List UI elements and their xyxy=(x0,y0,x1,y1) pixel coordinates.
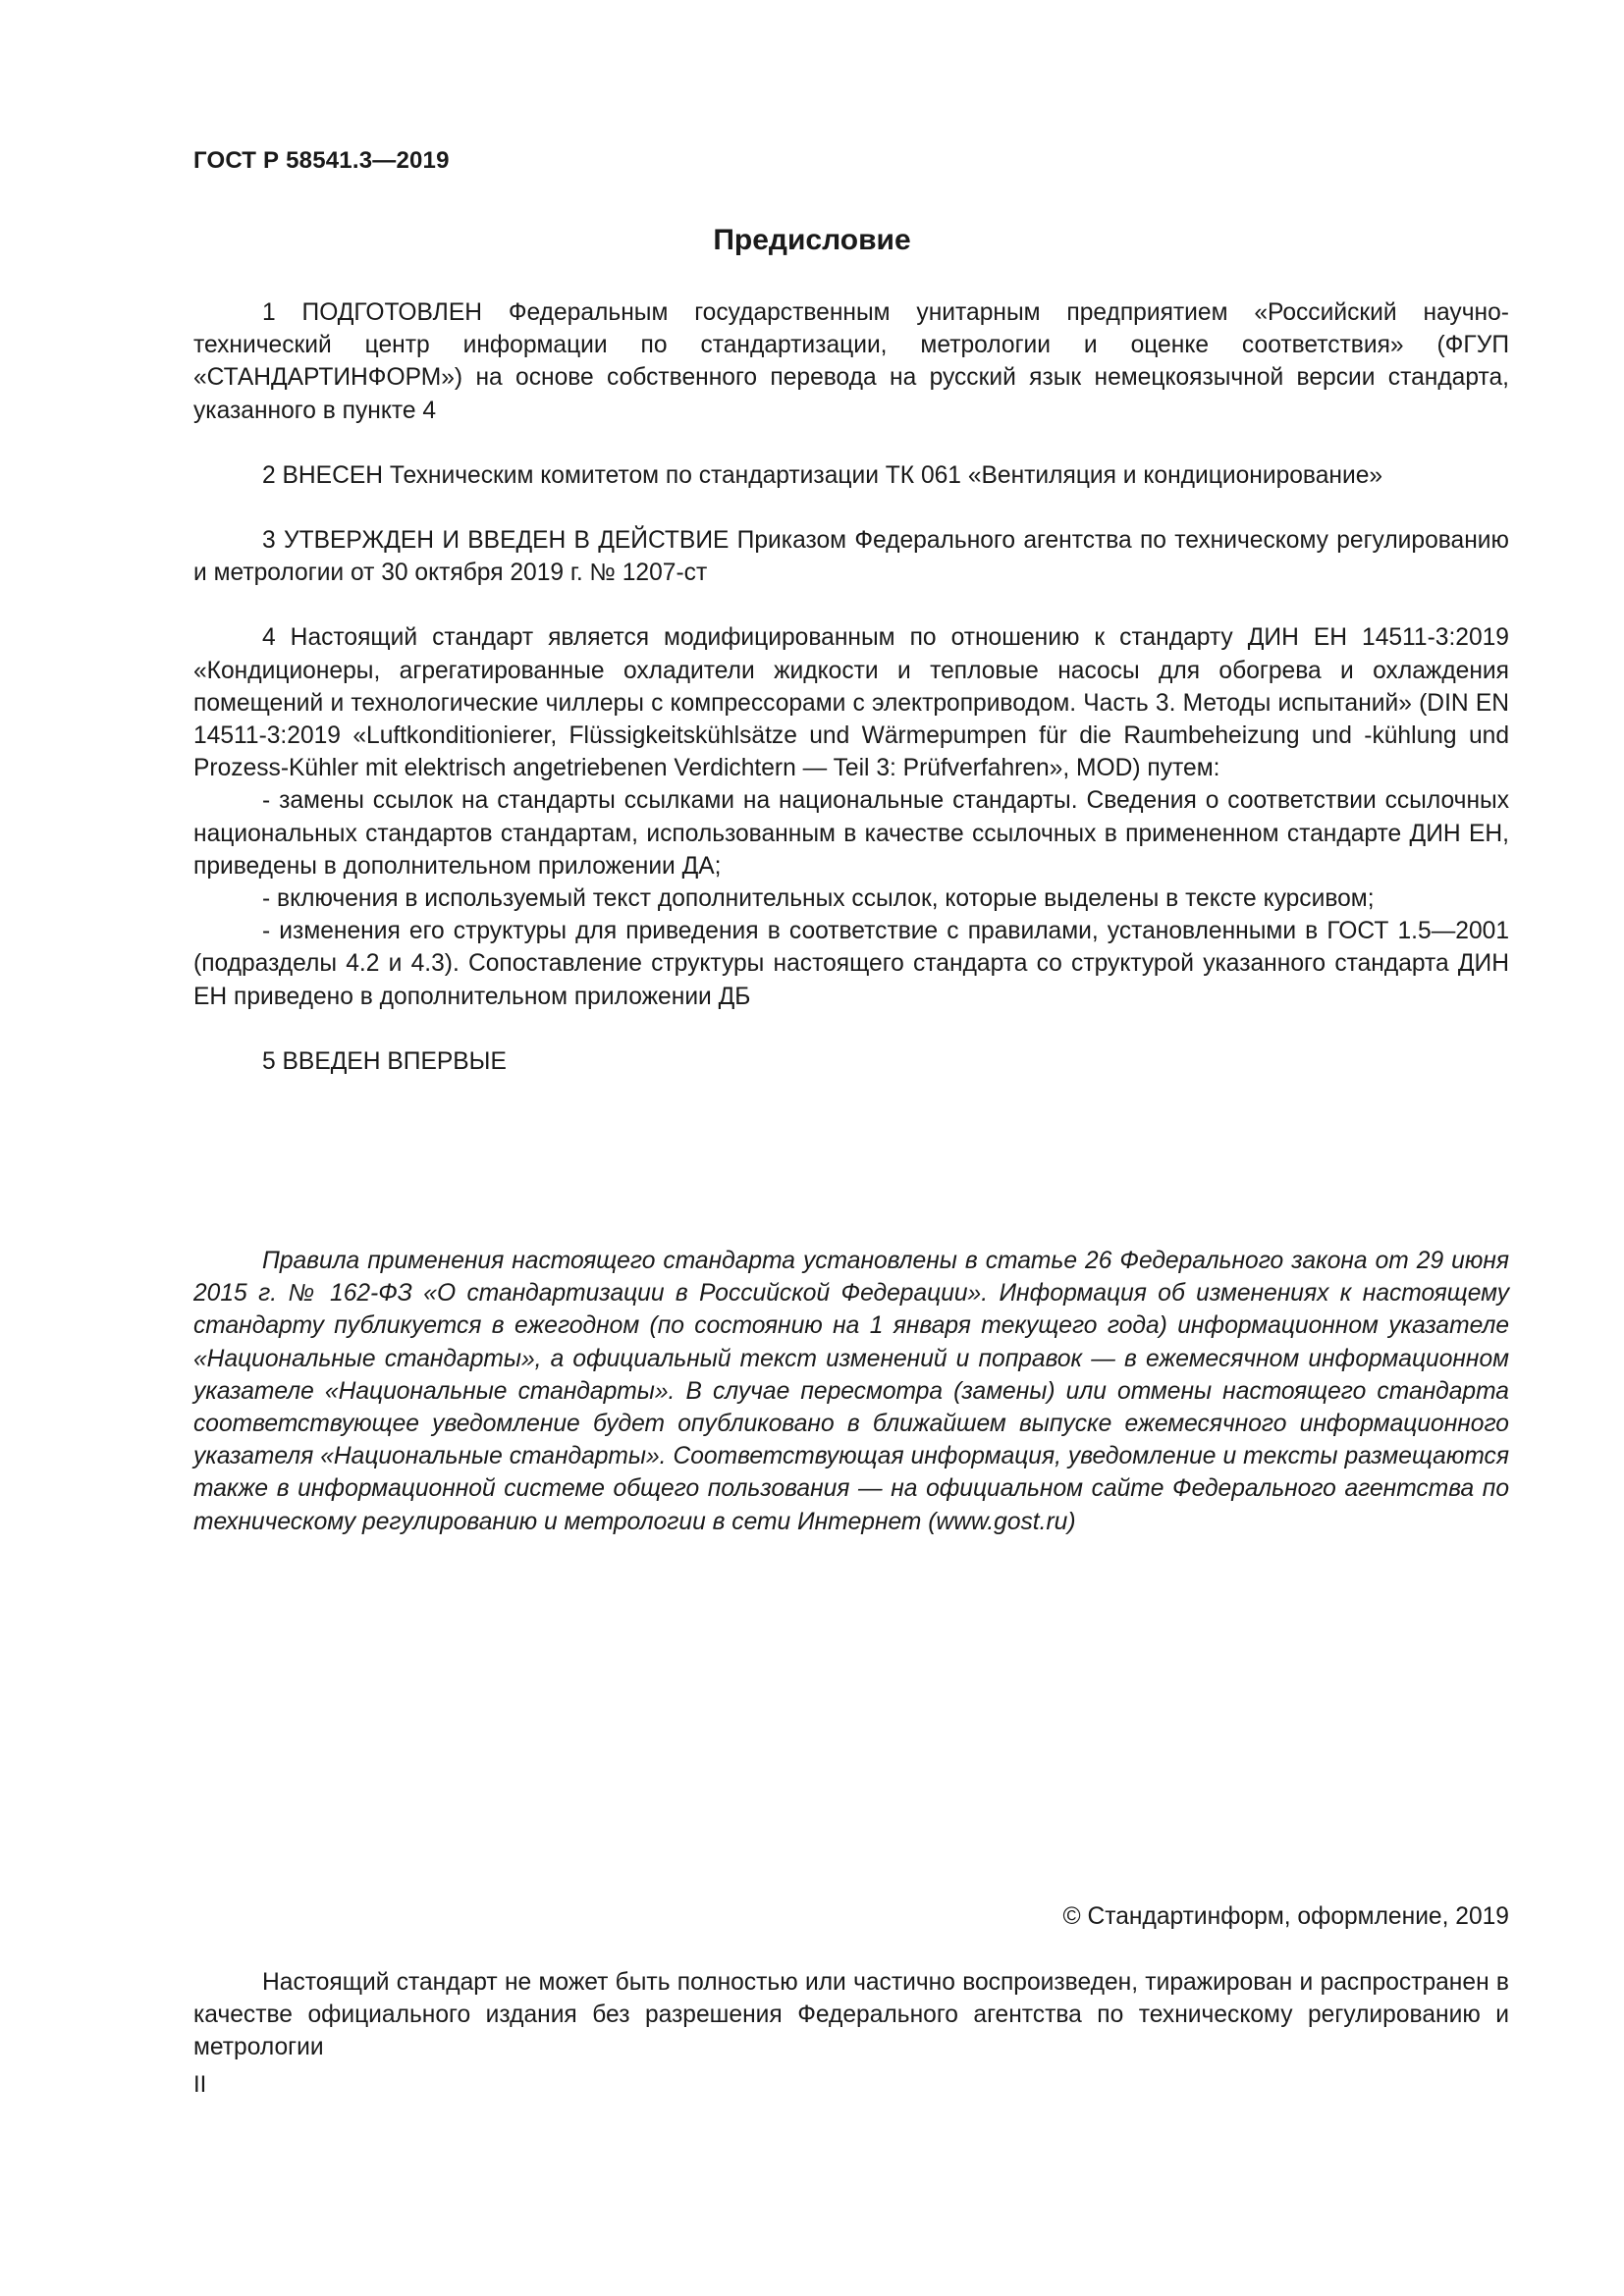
document-code: ГОСТ Р 58541.3—2019 xyxy=(193,147,450,174)
paragraph-5: 5 ВВЕДЕН ВПЕРВЫЕ xyxy=(262,1047,507,1075)
paragraph-1: 1 ПОДГОТОВЛЕН Федеральным государственным унитарным предприятием «Российский научно-технический центр информации по стандартизации, метрологии и оценке соответствия» (ФГУП «СТАНДАРТИНФОРМ») на основе собственного перевода на русский язык немецкоязычной версии стандарта, указанного в пункте 4 xyxy=(193,299,1509,424)
paragraph-4: 4 Настоящий стандарт является модифицированным по отношению к стандарту ДИН ЕН 14511-3:2019 «Кондиционеры, агрегатированные охладители жидкости и тепловые насосы для обогрева и охлаждения помещений и технологические чиллеры с компрессорами с электроприводом. Часть 3. Методы испытаний» (DIN EN 14511-3:2019 «Luftkonditionierer, Flüssigkeitskühlsätze und Wärmepumpen für die Raumbeheizung und -kühlung und Prozess-Kühler mit elektrisch angetriebenen Verdichtern — Teil 3: Prüfverfahren», MOD) путем: xyxy=(193,624,1509,782)
foreword-body xyxy=(193,296,1509,1078)
copyright-line: © Стандартинформ, оформление, 2019 xyxy=(1062,1903,1509,1930)
reproduction-notice: Настоящий стандарт не может быть полностью или частично воспроизведен, тиражирован и распространен в качестве официального издания без разрешения Федерального агентства по техническому регулированию и метрологии xyxy=(193,1969,1509,2061)
paragraph-2: 2 ВНЕСЕН Техническим комитетом по стандартизации ТК 061 «Вентиляция и кондиционирование» xyxy=(262,461,1383,489)
application-rules-notice: Правила применения настоящего стандарта установлены в статье 26 Федерального закона от 29 июня 2015 г. № 162-ФЗ «О стандартизации в Российской Федерации». Информация об изменениях к настоящему стандарту публикуется в ежегодном (по состоянию на 1 января текущего года) информационном указателе «Национальные стандарты», а официальный текст изменений и поправок — в ежемесячном информационном указателе «Национальные стандарты». В случае пересмотра (замены) или отмены настоящего стандарта соответствующее уведомление будет опубликовано в ближайшем выпуске ежемесячного информационного указателя «Национальные стандарты». Соответствующая информация, уведомление и тексты размещаются также в информационной системе общего пользования — на официальном сайте Федерального агентства по техническому регулированию и метрологии в сети Интернет (www.gost.ru) xyxy=(193,1248,1509,1535)
sub-item-3: - изменения его структуры для приведения в соответствие с правилами, установленными в ГОСТ 1.5—2001 (подразделы 4.2 и 4.3). Сопоставление структуры настоящего стандарта со структурой указанного стандарта ДИН ЕН приведено в дополнительном приложении ДБ xyxy=(193,918,1509,1010)
page-number: II xyxy=(193,2071,207,2098)
page-title: Предисловие xyxy=(713,224,911,256)
sub-item-2: - включения в используемый текст дополнительных ссылок, которые выделены в тексте курсивом; xyxy=(262,885,1375,913)
sub-item-1: - замены ссылок на стандарты ссылками на национальные стандарты. Сведения о соответствии ссылочных национальных стандартов стандартам, использованным в качестве ссылочных в примененном стандарте ДИН ЕН, приведены в дополнительном приложении ДА; xyxy=(193,787,1509,880)
paragraph-3: 3 УТВЕРЖДЕН И ВВЕДЕН В ДЕЙСТВИЕ Приказом Федерального агентства по техническому регулированию и метрологии от 30 октября 2019 г. № 1207-ст xyxy=(193,527,1509,587)
